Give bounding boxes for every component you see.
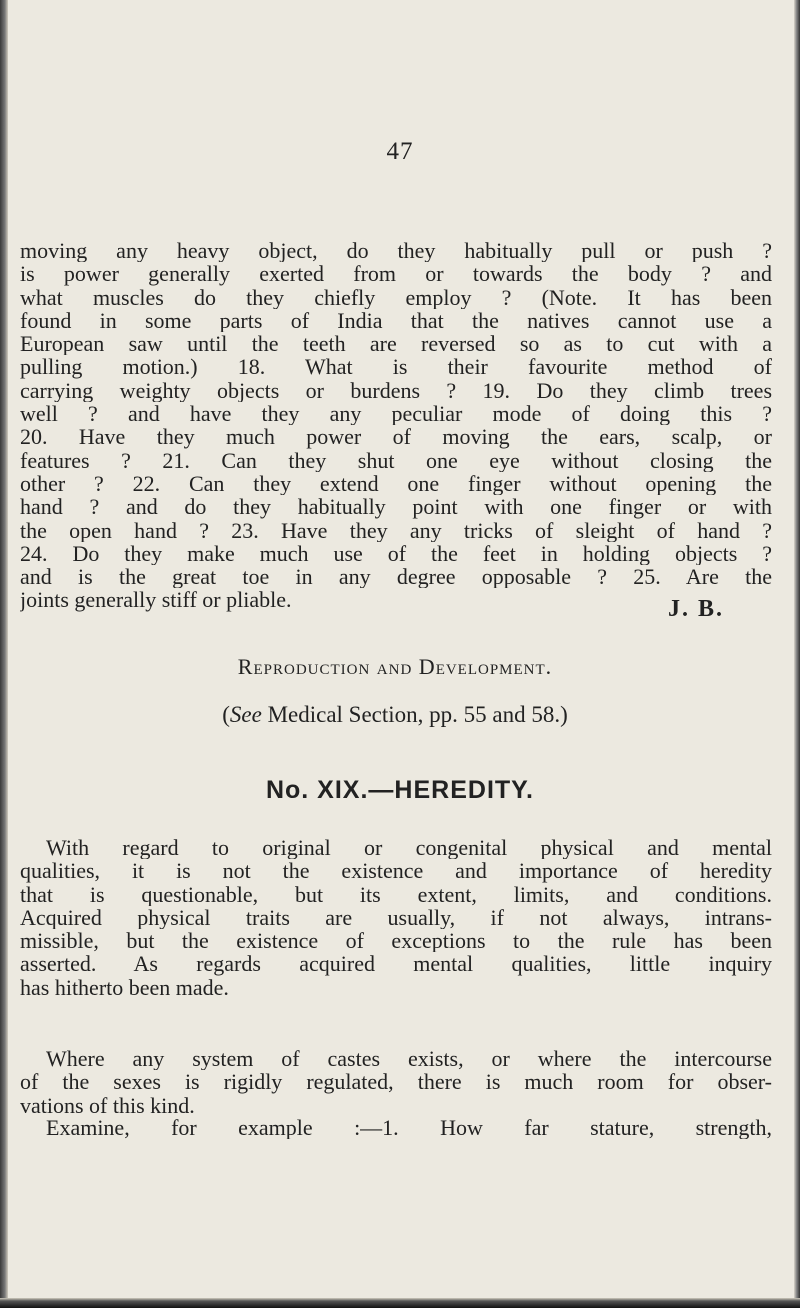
motion-questions-paragraph: [20, 239, 772, 612]
text-line: carrying weighty objects or burdens ? 19. Do they climb trees: [20, 378, 772, 403]
author-signature: J. B.: [667, 596, 724, 622]
cross-reference-see: See: [229, 702, 262, 727]
text-line: what muscles do they chiefly employ ? (Note. It has been: [20, 285, 772, 309]
text-line: moving any heavy object, do they habitually pull or push ?: [20, 239, 772, 263]
text-line: well ? and have they any peculiar mode of doing this ?: [20, 402, 772, 426]
text-line: qualities, it is not the existence and importance of heredity: [20, 859, 772, 883]
heredity-paragraph: [20, 836, 772, 999]
text-line: and is the great toe in any degree opposable ? 25. Are the: [20, 565, 772, 589]
text-line: asserted. As regards acquired mental qualities, little inquiry: [20, 952, 772, 976]
text-line: found in some parts of India that the natives cannot use a: [20, 308, 772, 333]
section-heading: [0, 654, 760, 680]
bottom-page-edge: [0, 1298, 800, 1308]
text-line: With regard to original or congenital physical and mental: [46, 836, 772, 860]
text-line: joints generally stiff or pliable.: [20, 588, 292, 612]
section-heading-text: Reproduction and Development.: [237, 654, 553, 679]
text-line: the open hand ? 23. Have they any tricks of sleight of hand ?: [20, 518, 772, 542]
text-line: missible, but the existence of exceptions to the rule has been: [20, 929, 772, 953]
heredity-paragraph: [20, 1047, 772, 1117]
text-line: of the sexes is rigidly regulated, there is much room for obser-: [20, 1070, 772, 1094]
text-line: has hitherto been made.: [20, 975, 229, 1000]
text-line: other ? 22. Can they extend one finger without opening the: [20, 471, 772, 496]
page-number: 47: [386, 138, 414, 165]
text-line: hand ? and do they habitually point with one finger or with: [20, 495, 772, 519]
text-line: features ? 21. Can they shut one eye without closing the: [20, 448, 772, 472]
right-page-edge: [794, 0, 800, 1308]
text-line: that is questionable, but its extent, limits, and conditions.: [20, 882, 772, 906]
text-line: Where any system of castes exists, or where the intercourse: [46, 1047, 772, 1071]
text-line: Examine, for example :—1. How far stature, strength,: [46, 1116, 772, 1140]
text-line: is power generally exerted from or towards the body ? and: [20, 262, 772, 286]
cross-reference-text: Medical Section, pp. 55 and 58.): [261, 702, 568, 727]
text-line: 24. Do they make much use of the feet in holding objects ?: [20, 541, 772, 566]
text-line: Acquired physical traits are usually, if not always, intrans-: [20, 905, 772, 930]
cross-reference-open-paren: (: [222, 702, 230, 727]
chapter-title: No. XIX.—HEREDITY.: [265, 776, 535, 804]
cross-reference: [0, 702, 760, 728]
text-line: 20. Have they much power of moving the ears, scalp, or: [20, 425, 772, 449]
text-line: pulling motion.) 18. What is their favourite method of: [20, 355, 772, 379]
text-line: European saw until the teeth are reversed so as to cut with a: [20, 332, 772, 356]
text-line: vations of this kind.: [20, 1093, 195, 1117]
heredity-paragraph: [20, 1116, 772, 1139]
